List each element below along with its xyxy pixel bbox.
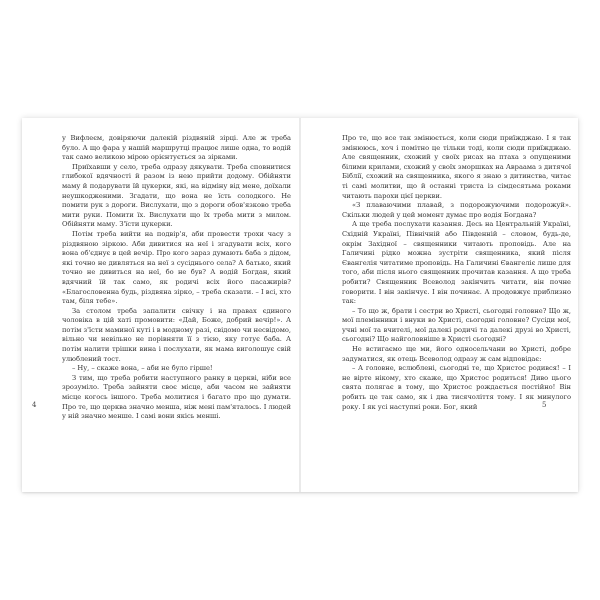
right-paragraph-6: – А головне, вслюблені, сьогодні те, що Христос родився! – І не вірте нікому, хто скаже, що Христос родиться! Диво цього свята полягає в тому, що Христос рождається постійно! Він робить це так само, як і два тисячоліття тому. І як минулого року. І як усі наступні роки. Бог, який	[342, 364, 571, 411]
left-paragraph-4: За столом треба запалити свічку і на правах єдиного чоловіка в цій хаті промовити: «Дай, Боже, добрий вечір!». А потім з'їсти маминої куті і в модному разі, свідомо чи несвідомо, вільно чи невільно не порівняти її з тією, яку готує баба. А потім налити трішки вина і послухати, як мама виголошує свій улюблений тост.	[62, 306, 291, 363]
right-paragraph-3: А ще треба послухати казання. Десь на Центральній Україні, Східній Україні, Північній або Південній – словом, будь-де, окрім Західної – священники читають проповідь. Але на Галичині рідко можна зустріти священника, який після Євангелія читатиме проповідь. На Галичині Євангеліє лише для того, аби після нього священник прочитав казання. А що треба робити? Священник Всеволод закінчить читати, він почне говорити. І він закінчує. І він починає. А продовжує приблизно так:	[342, 220, 571, 306]
right-paragraph-2: «З плаваючими плавай, з подорожуючими подорожуй». Скільки людей у цей момент думає про водія Богдана?	[342, 201, 571, 219]
right-paragraph-4: – То що ж, брати і сестри во Христі, сьогодні головне? Що ж, мої племінники і внуки во Христі, сьогодні головне? Сусіди мої, учні мої та вчителі, мої далекі родичі та далекі друзі во Христі, сьогодні? Що найголовніше в Христі сьогодні?	[342, 306, 571, 344]
right-page	[342, 134, 571, 412]
left-page	[62, 134, 291, 422]
left-paragraph-5: – Ну, – скаже вона, – аби не було гірше!	[72, 364, 213, 373]
left-paragraph-3: Потім треба вийти на подвір'я, аби провести трохи часу з різдвяною зіркою. Аби дивитися на неї і згадувати всіх, кого вона об'єднує в цей вечір. Про кого зараз думають баба з дідом, які точно не дивляться на неї з сусіднього села? А батько, який точно не дивиться на неї, бо не був? А водій Богдан, який вдячний їй так само, як родичі всіх його пасажирів? «Благословенна будь, різдвяна зірко, – треба сказати. – І всі, хто там, біля тебе».	[62, 229, 291, 306]
right-paragraph-5: Не встигаємо ще ми, його односельчани во Христі, добре задуматися, як отець Всеволод одразу ж сам відповідає:	[342, 345, 571, 363]
book-gutter	[299, 118, 301, 492]
right-paragraph-1: Про те, що все так змінюється, коли сюди приїжджаю. І я так змінююсь, хоч і помітно це тільки тоді, коли сюди приїжджаю. Але священник, схожий у своїх рисах на птаха з опущеними білими крилами, схожий у своїх зморшках на Авраама з дитячої Біблії, схожий на священника, якого я знаю з дитинства, читає ті самі молитви, що й останні триста із сімдесятьма роками читають парохи цієї церкви.	[342, 134, 571, 200]
book-spread	[22, 118, 578, 492]
left-paragraph-2: Приїхавши у село, треба одразу дякувати. Треба сповнитися глибокої вдячності й разом із нею прийти додому. Обійняти маму й подарувати їй цукерки, які, на відміну від мене, доїхали неушкодженими. Згадати, що вона не їсть солодкого. Не помити рук з дороги. Вислухати, що з дороги обов'язково треба мити руки. Помити їх. Вислухати що їх треба мити з милом. Обійняти маму. З'їсти цукерки.	[62, 162, 291, 229]
page-number-left: 4	[32, 401, 37, 409]
left-paragraph-6: З тим, що треба робити наступного ранку в церкві, ніби все зрозуміло. Треба зайняти своє місце, аби часом не зайняти місце когось іншого. Треба молитися і багато про що думати. Про те, що церква значно менша, ніж мені пам'яталось. І людей у ній значно менше. І самі вони якісь менші.	[62, 373, 291, 421]
left-paragraph-1: у Вифлеєм, довіряючи далекій різдвяній зірці. Але ж треба було. А що фара у нашій маршрутці працює лише одна, то водій так само великою мірою орієнтується за зірками.	[62, 134, 291, 162]
page-number-right: 5	[542, 401, 547, 409]
